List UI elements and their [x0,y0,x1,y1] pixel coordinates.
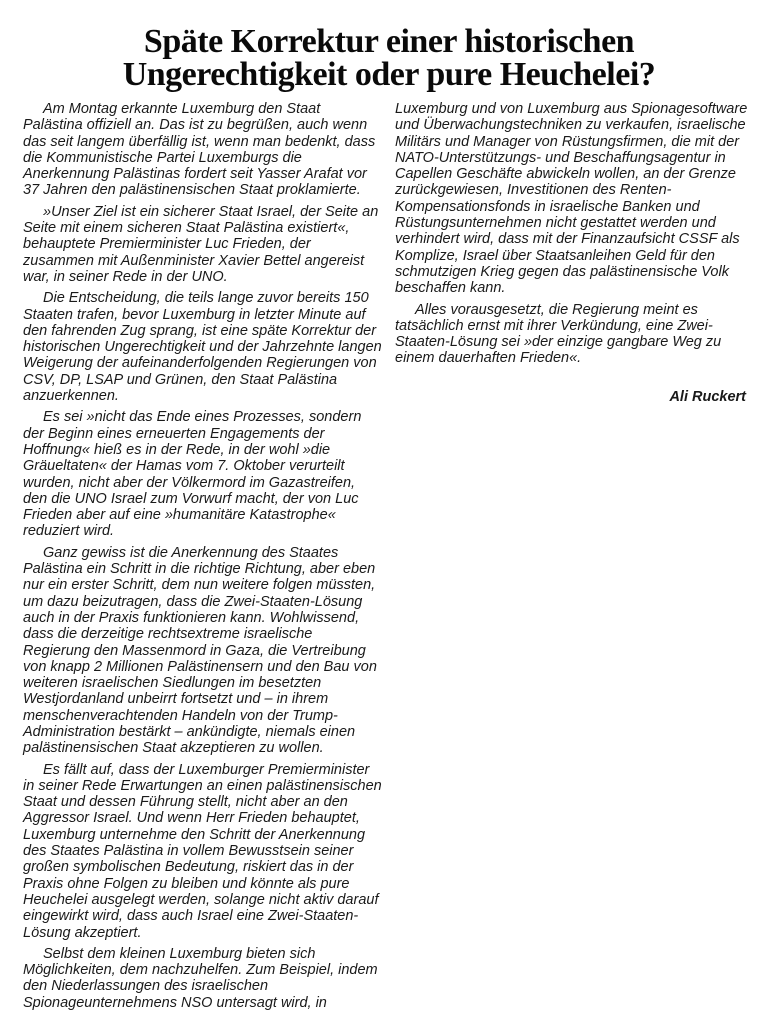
left-column [23,101,382,1016]
paragraph-2: »Unser Ziel ist ein sicherer Staat Israel, der Seite an Seite mit einem sicheren Staat Palästina existiert«, behauptete Premierminister Luc Frieden, der zusammen mit Außenminister Xavier Bettel angereist war, in seiner Rede in der UNO. [23,203,379,285]
paragraph-5: Ganz gewiss ist die Anerkennung des Staates Palästina ein Schritt in die richtige Richtung, aber eben nur ein erster Schritt, dem nun weitere folgen müssten, um dazu beizutragen, dass die Zwei-Staaten-Lösung auch in der Praxis funktionieren kann. Wohlwissend, dass die derzeitige rechtsextreme israelische Regierung den Massenmord in Gaza, die Vertreibung von knapp 2 Millionen Palästinensern und den Bau von weiteren israelischen Siedlungen im besetzten Westjordanland unbeirrt fortsetzt und – in ihrem menschenverachtenden Handeln von der Trump-Administration bestärkt – ankündigte, niemals einen palästinensischen Staat akzeptieren zu wollen. [23,544,377,757]
author-signature: Ali Ruckert [669,388,746,405]
paragraph-1: Am Montag erkannte Luxemburg den Staat Palästina offiziell an. Das ist zu begrüßen, auch wenn das seit langem überfällig ist, wenn man bedenkt, dass die Kommunistische Partei Luxemburgs die Anerkennung Palästinas fordert seit Yasser Arafat vor 37 Jahren den palästinensischen Staat proklamierte. [23,101,376,199]
article-body [23,101,755,1016]
paragraph-7: Selbst dem kleinen Luxemburg bieten sich Möglichkeiten, dem nachzuhelfen. Zum Beispiel, indem den Niederlassungen des israelischen Spionageunternehmens NSO untersagt wird, in [23,945,378,1011]
paragraph-6: Es fällt auf, dass der Luxemburger Premierminister in seiner Rede Erwartungen an einen palästinensischen Staat und dessen Führung stellt, nicht aber an den Aggressor Israel. Und wenn Herr Frieden behauptet, Luxemburg unternehme den Schritt der Anerkennung des Staates Palästina in vollem Bewusstsein seiner großen symbolischen Bedeutung, riskiert das in der Praxis ohne Folgen zu bleiben und könnte als pure Heuchelei ausgelegt werden, solange nicht aktiv darauf eingewirkt wird, dass auch Israel eine Zwei-Staaten-Lösung akzeptiert. [23,761,382,941]
paragraph-3: Die Entscheidung, die teils lange zuvor bereits 150 Staaten trafen, bevor Luxemburg in letzter Minute auf den fahrenden Zug sprang, ist eine späte Korrektur der historischen Ungerechtigkeit und der Jahrzehnte langen Weigerung der aufeinanderfolgenden Regierungen von CSV, DP, LSAP und Grünen, den Staat Palästina anzuerkennen. [23,290,382,405]
right-column [395,101,754,1016]
paragraph-8-continuation: Luxemburg und von Luxemburg aus Spionagesoftware und Überwachungstechniken zu verkaufen, israelische Militärs und Manager von Rüstungsfirmen, die mit der NATO-Unterstützungs- und Beschaffungsagentur in Capellen Geschäfte abwickeln wollen, an der Grenze zurückgewiesen, Investitionen des Renten-Kompensationsfonds in israelische Banken und Rüstungsunternehmen nicht gestattet werden und verhindert wird, dass mit der Finanzaufsicht CSSF als Komplize, Israel über Staatsanleihen Geld für den schmutzigen Krieg gegen das palästinensische Volk beschaffen kann. [395,101,748,297]
article-title [23,25,755,91]
article-title-line2: Ungerechtigkeit oder pure Heuchelei? [122,56,656,93]
paragraph-4: Es sei »nicht das Ende eines Prozesses, sondern der Beginn eines erneuerten Engagements der Hoffnung« hieß es in der Rede, in der wohl »die Gräueltaten« der Hamas vom 7. Oktober verurteilt wurden, nicht aber der Völkermord im Gazastreifen, den die UNO Israel zum Vorwurf macht, der von Luc Frieden aber auf eine »humanitäre Katastrophe« reduziert wird. [23,409,362,540]
article-title-line1: Späte Korrektur einer historischen [143,23,635,60]
paragraph-9: Alles vorausgesetzt, die Regierung meint es tatsächlich ernst mit ihrer Verkündung, eine Zwei-Staaten-Lösung sei »der einzige gangbare Weg zu einem dauerhaften Frieden«. [395,301,722,367]
